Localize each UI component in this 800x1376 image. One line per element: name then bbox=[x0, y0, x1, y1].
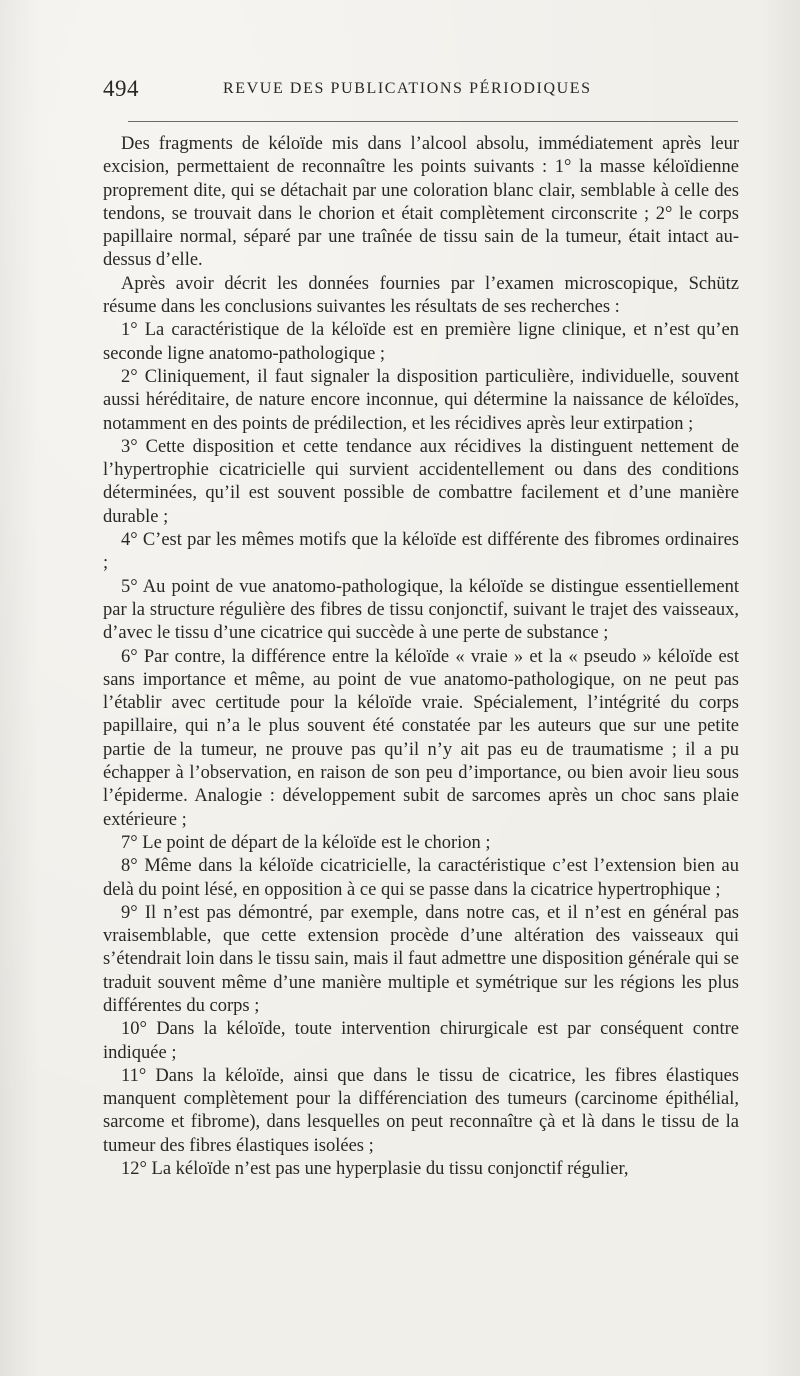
paragraph: 2° Cliniquement, il faut signaler la disposition particulière, individuelle, souvent aussi héréditaire, de nature encore inconnue, qui détermine la naissance de kéloïdes, notamment en des points de prédilection, et les récidives après leur extirpation ; bbox=[103, 366, 739, 434]
paragraph: 5° Au point de vue anatomo-pathologique, la kéloïde se distingue essentiellement par la structure régulière des fibres de tissu conjonctif, suivant le trajet des vaisseaux, d’avec le tissu d’une cicatrice qui succède à une perte de substance ; bbox=[103, 576, 739, 644]
paragraph: 10° Dans la kéloïde, toute intervention chirurgicale est par conséquent contre indiquée ; bbox=[103, 1019, 739, 1063]
paragraph: 11° Dans la kéloïde, ainsi que dans le tissu de cicatrice, les fibres élastiques manquent complètement pour la différenciation des tumeurs (carcinome épithélial, sarcome et fibrome), dans lesquelles on peut reconnaître çà et là dans le tissu de la tumeur des fibres élastiques isolées ; bbox=[103, 1065, 739, 1156]
paragraph: 7° Le point de départ de la kéloïde est le chorion ; bbox=[121, 832, 491, 853]
paragraph: 4° C’est par les mêmes motifs que la kéloïde est différente des fibromes ordinaires ; bbox=[103, 530, 739, 574]
paragraph: 8° Même dans la kéloïde cicatricielle, la caractéristique c’est l’extension bien au delà du point lésé, en opposition à ce qui se passe dans la cicatrice hypertrophique ; bbox=[103, 856, 739, 900]
paragraph: 3° Cette disposition et cette tendance aux récidives la distinguent nettement de l’hypertrophie cicatricielle qui survient accidentellement ou dans des conditions déterminées, qu’il est souvent possible de combattre facilement et d’une manière durable ; bbox=[103, 436, 739, 527]
paragraph: Des fragments de kéloïde mis dans l’alcool absolu, immédiatement après leur excision, permettaient de reconnaître les points suivants : 1° la masse kéloïdienne proprement dite, qui se détachait par une coloration blanc clair, semblable à celle des tendons, se trouvait dans le chorion et était complètement circonscrite ; 2° le corps papillaire normal, séparé par une traînée de tissu sain de la tumeur, était intact au-dessus d’elle. bbox=[103, 134, 739, 271]
page-number: 494 bbox=[103, 76, 139, 101]
paragraph: 12° La kéloïde n’est pas une hyperplasie du tissu conjonctif régulier, bbox=[121, 1159, 629, 1180]
paragraph: 9° Il n’est pas démontré, par exemple, dans notre cas, et il n’est en général pas vraisemblable, que cette extension procède d’une altération des vaisseaux qui s’étendrait loin dans le tissu sain, mais il faut admettre une disposition générale qui se traduit souvent même d’une manière multiple et symétrique sur les régions les plus différentes du corps ; bbox=[103, 902, 739, 1016]
page-header bbox=[103, 76, 739, 106]
body-text bbox=[103, 133, 739, 1181]
paragraph: Après avoir décrit les données fournies par l’examen microscopique, Schütz résume dans les conclusions suivantes les résultats de ses recherches : bbox=[103, 273, 739, 318]
header-rule bbox=[128, 121, 738, 122]
running-head: REVUE DES PUBLICATIONS PÉRIODIQUES bbox=[223, 80, 592, 97]
paragraph: 6° Par contre, la différence entre la kéloïde « vraie » et la « pseudo » kéloïde est sans importance et même, au point de vue anatomo-pathologique, on ne peut pas l’établir avec certitude pour la kéloïde vraie. Spécialement, l’intégrité du corps papillaire, qui n’a le plus souvent été constatée par les auteurs que sur une petite partie de la tumeur, ne prouve pas qu’il n’y ait pas eu de traumatisme ; il a pu échapper à l’observation, en raison de son peu d’importance, ou bien avoir lieu sous l’épiderme. Analogie : développement subit de sarcomes après un choc sans plaie extérieure ; bbox=[103, 646, 739, 830]
paragraph: 1° La caractéristique de la kéloïde est en première ligne clinique, et n’est qu’en seconde ligne anatomo-pathologique ; bbox=[103, 320, 739, 364]
